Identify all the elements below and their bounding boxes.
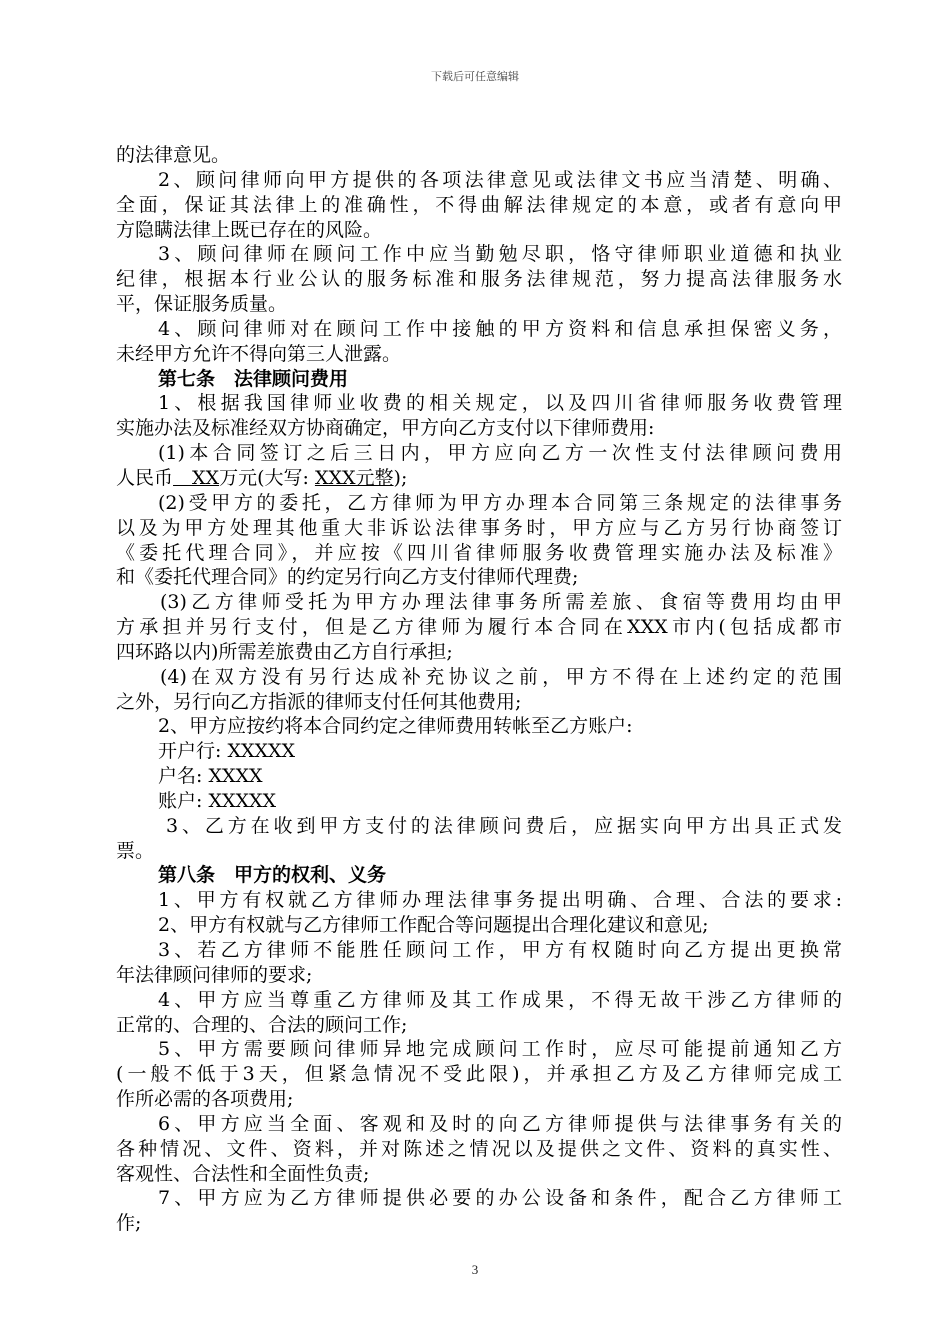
text-line: 票。 — [116, 839, 155, 862]
text-line: 未经甲方允许不得向第三人泄露。 — [116, 342, 402, 365]
text-line: 方隐瞒法律上既已存在的风险。 — [116, 218, 383, 241]
text-line: 1、根据我国律师业收费的相关规定，以及四川省律师服务收费管理 — [158, 392, 842, 415]
text-line: 3、乙方在收到甲方支付的法律顾问费后，应据实向甲方出具正式发 — [166, 814, 842, 837]
text-line: 2、顾问律师向甲方提供的各项法律意见或法律文书应当清楚、明确、 — [158, 168, 842, 191]
bank-name-line: 开户行: XXXXX — [158, 740, 296, 763]
text-line: 纪律，根据本行业公认的服务标准和服务法律规范，努力提高法律服务水 — [116, 268, 842, 291]
text-line: 1、甲方有权就乙方律师办理法律事务提出明确、合理、合法的要求: — [158, 889, 842, 912]
text-line: 4、甲方应当尊重乙方律师及其工作成果，不得无故干涉乙方律师的 — [158, 988, 842, 1011]
text-segment: 人民币 — [116, 466, 174, 489]
text-line: 正常的、合理的、合法的顾问工作; — [116, 1013, 408, 1036]
text-line: 7、甲方应为乙方律师提供必要的办公设备和条件，配合乙方律师工 — [158, 1187, 842, 1210]
text-line: 和《委托代理合同》的约定另行向乙方支付律师代理费; — [116, 566, 579, 589]
fee-amount-words-blank: XXX元整 — [314, 466, 394, 489]
text-line: 年法律顾问律师的要求; — [116, 963, 313, 986]
text-line: (1)本合同签订之后三日内，甲方应向乙方一次性支付法律顾问费用 — [158, 442, 842, 465]
text-line: 2、甲方有权就与乙方律师工作配合等问题提出合理化建议和意见; — [158, 914, 709, 937]
text-line: (3)乙方律师受托为甲方办理法律事务所需差旅、食宿等费用均由甲 — [160, 591, 842, 614]
text-line: 各种情况、文件、资料，并对陈述之情况以及提供之文件、资料的真实性、 — [116, 1137, 842, 1160]
page-number: 3 — [471, 1262, 479, 1277]
text-line: 2、甲方应按约将本合同约定之律师费用转帐至乙方账户: — [158, 715, 633, 738]
text-line: (2)受甲方的委托，乙方律师为甲方办理本合同第三条规定的法律事务 — [158, 491, 842, 514]
text-line: 的法律意见。 — [116, 144, 231, 166]
text-line: 作; — [116, 1212, 142, 1235]
section-heading: 第七条 法律顾问费用 — [158, 367, 349, 390]
fee-amount-line — [116, 466, 842, 491]
text-line: 3、若乙方律师不能胜任顾问工作，甲方有权随时向乙方提出更换常 — [158, 939, 842, 961]
section-heading: 第八条 甲方的权利、义务 — [158, 864, 387, 887]
document-body — [116, 143, 842, 1236]
text-line: 实施办法及标准经双方协商确定，甲方向乙方支付以下律师费用: — [116, 417, 655, 440]
text-line: 全面，保证其法律上的准确性，不得曲解法律规定的本意，或者有意向甲 — [116, 193, 842, 216]
text-line: 《委托代理合同》，并应按《四川省律师服务收费管理实施办法及标准》 — [116, 541, 842, 564]
text-line: 5、甲方需要顾问律师异地完成顾问工作时，应尽可能提前通知乙方 — [158, 1038, 842, 1061]
account-number-line: 账户: XXXXX — [158, 789, 277, 812]
text-line: (一般不低于3天，但紧急情况不受此限)，并承担乙方及乙方律师完成工 — [116, 1063, 842, 1086]
text-segment: ); — [393, 466, 408, 489]
text-line: (4)在双方没有另行达成补充协议之前，甲方不得在上述约定的范围 — [160, 665, 842, 688]
text-line: 4、顾问律师对在顾问工作中接触的甲方资料和信息承担保密义务， — [158, 317, 842, 340]
text-line: 平，保证服务质量。 — [116, 293, 288, 316]
text-line: 以及为甲方处理其他重大非诉讼法律事务时，甲方应与乙方另行协商签订 — [116, 516, 842, 539]
text-line: 6、甲方应当全面、客观和及时的向乙方律师提供与法律事务有关的 — [158, 1112, 842, 1135]
text-segment: 万元(大写: — [219, 466, 315, 489]
text-line: 作所必需的各项费用; — [116, 1088, 294, 1111]
text-line: 客观性、合法性和全面性负责; — [116, 1162, 370, 1185]
account-name-line: 户名: XXXX — [158, 765, 263, 788]
text-line: 之外，另行向乙方指派的律师支付任何其他费用; — [116, 690, 522, 713]
text-line: 方承担并另行支付，但是乙方律师为履行本合同在XXX市内(包括成都市 — [116, 616, 842, 639]
page-header: 下载后可任意编辑 — [431, 70, 519, 83]
text-line: 四环路以内)所需差旅费由乙方自行承担; — [116, 640, 453, 663]
text-line: 3、顾问律师在顾问工作中应当勤勉尽职，恪守律师职业道德和执业 — [158, 243, 842, 266]
fee-amount-blank: XX — [173, 466, 220, 489]
